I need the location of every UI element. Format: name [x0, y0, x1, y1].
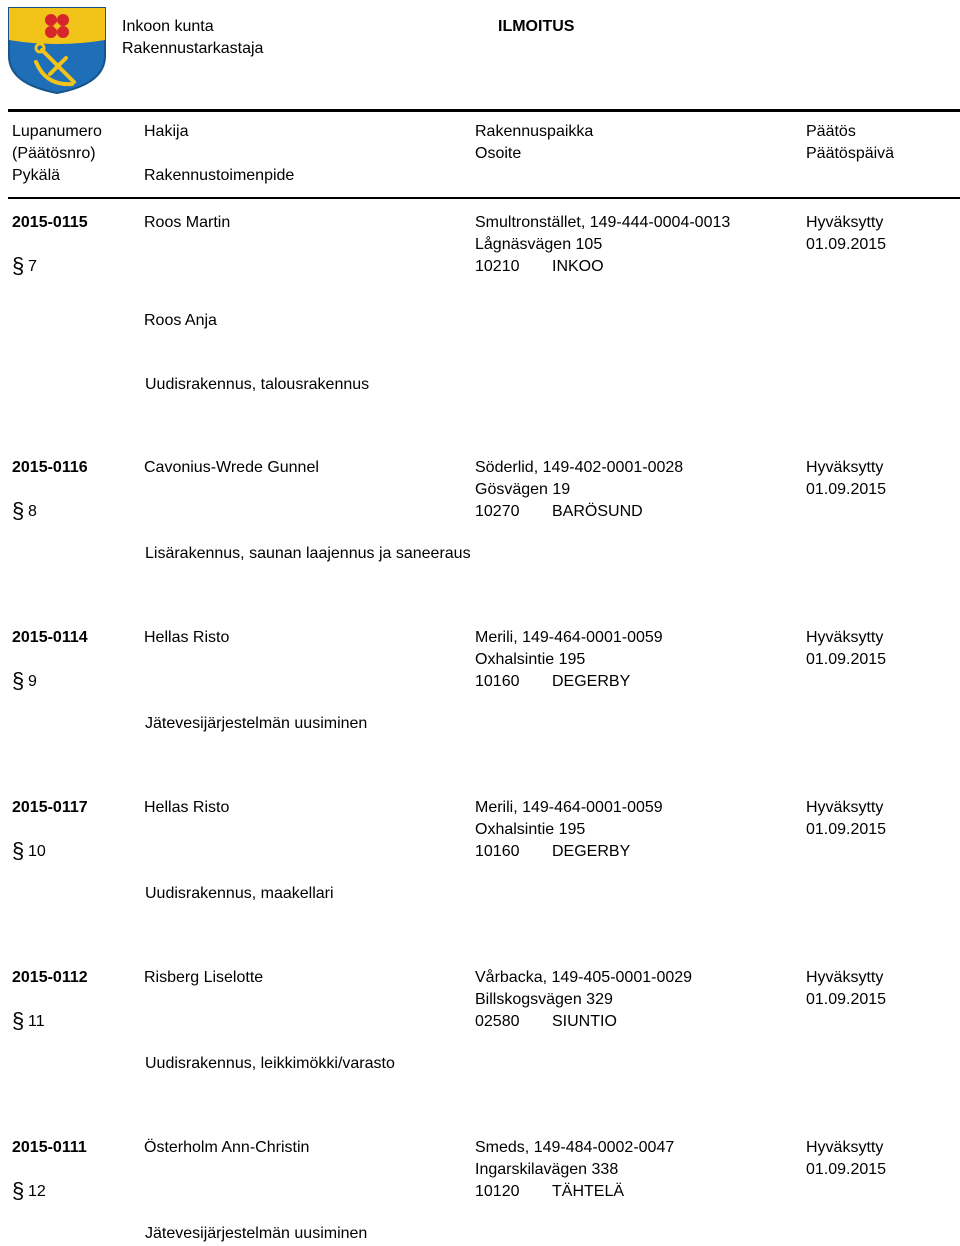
decision-date: 01.09.2015: [806, 481, 887, 498]
header-divider-top: [8, 109, 960, 112]
street-address: Oxhalsintie 195: [475, 821, 586, 838]
co-applicant-name: Roos Anja: [144, 312, 217, 329]
city: DEGERBY: [552, 843, 631, 860]
applicant-name: Österholm Ann-Christin: [144, 1139, 310, 1156]
decision-status: Hyväksytty: [806, 1139, 884, 1156]
column-header-section: Pykälä: [12, 167, 61, 184]
applicant-name: Cavonius-Wrede Gunnel: [144, 459, 319, 476]
section-number: 9: [28, 673, 37, 690]
paragraph-sign: §: [12, 838, 25, 863]
building-site: Smultronstället, 149-444-0004-0013: [475, 214, 731, 231]
building-site: Merili, 149-464-0001-0059: [475, 799, 663, 816]
paragraph-sign: §: [12, 1008, 25, 1033]
permit-number: 2015-0116: [12, 459, 88, 476]
street-address: Ingarskilavägen 338: [475, 1161, 619, 1178]
building-site: Smeds, 149-484-0002-0047: [475, 1139, 675, 1156]
section-number: 10: [28, 843, 46, 860]
applicant-name: Roos Martin: [144, 214, 231, 231]
decision-date: 01.09.2015: [806, 236, 887, 253]
street-address: Lågnäsvägen 105: [475, 236, 603, 253]
building-action: Jätevesijärjestelmän uusiminen: [145, 715, 368, 732]
applicant-name: Hellas Risto: [144, 799, 230, 816]
decision-status: Hyväksytty: [806, 629, 884, 646]
building-action: Jätevesijärjestelmän uusiminen: [145, 1225, 368, 1242]
decision-date: 01.09.2015: [806, 821, 887, 838]
document-title: ILMOITUS: [498, 18, 575, 35]
postal-code: 10270: [475, 503, 520, 520]
header-divider-bottom: [8, 197, 960, 199]
section-number: 8: [28, 503, 37, 520]
permit-number: 2015-0112: [12, 969, 88, 986]
section-number: 12: [28, 1183, 46, 1200]
decision-status: Hyväksytty: [806, 799, 884, 816]
column-header-applicant: Hakija: [144, 123, 189, 140]
column-header-building-site: Rakennuspaikka: [475, 123, 594, 140]
street-address: Billskogsvägen 329: [475, 991, 613, 1008]
building-action: Uudisrakennus, leikkimökki/varasto: [145, 1055, 395, 1072]
coat-of-arms-logo: [6, 4, 108, 94]
organization-office: Rakennustarkastaja: [122, 40, 264, 57]
postal-code: 10210: [475, 258, 520, 275]
building-site: Vårbacka, 149-405-0001-0029: [475, 969, 693, 986]
applicant-name: Hellas Risto: [144, 629, 230, 646]
postal-code: 10120: [475, 1183, 520, 1200]
column-header-address: Osoite: [475, 145, 522, 162]
paragraph-sign: §: [12, 668, 25, 693]
decision-date: 01.09.2015: [806, 991, 887, 1008]
city: TÄHTELÄ: [552, 1183, 625, 1200]
decision-date: 01.09.2015: [806, 651, 887, 668]
building-site: Söderlid, 149-402-0001-0028: [475, 459, 684, 476]
postal-code: 02580: [475, 1013, 520, 1030]
paragraph-sign: §: [12, 1178, 25, 1203]
street-address: Oxhalsintie 195: [475, 651, 586, 668]
applicant-name: Risberg Liselotte: [144, 969, 264, 986]
city: DEGERBY: [552, 673, 631, 690]
column-header-building-action: Rakennustoimenpide: [144, 167, 295, 184]
decision-status: Hyväksytty: [806, 459, 884, 476]
postal-code: 10160: [475, 843, 520, 860]
column-header-decision-number: (Päätösnro): [12, 145, 96, 162]
decision-status: Hyväksytty: [806, 214, 884, 231]
postal-code: 10160: [475, 673, 520, 690]
permit-number: 2015-0111: [12, 1139, 87, 1156]
organization-name: Inkoon kunta: [122, 18, 214, 35]
paragraph-sign: §: [12, 253, 25, 278]
building-action: Lisärakennus, saunan laajennus ja saneeraus: [145, 545, 471, 562]
decision-date: 01.09.2015: [806, 1161, 887, 1178]
permit-number: 2015-0117: [12, 799, 88, 816]
city: INKOO: [552, 258, 604, 275]
building-action: Uudisrakennus, maakellari: [145, 885, 334, 902]
column-header-permit: Lupanumero: [12, 123, 102, 140]
column-header-decision-date: Päätöspäivä: [806, 145, 895, 162]
section-number: 7: [28, 258, 37, 275]
permit-number: 2015-0114: [12, 629, 88, 646]
decision-status: Hyväksytty: [806, 969, 884, 986]
city: SIUNTIO: [552, 1013, 617, 1030]
street-address: Gösvägen 19: [475, 481, 571, 498]
building-action: Uudisrakennus, talousrakennus: [145, 376, 370, 393]
section-number: 11: [28, 1013, 45, 1030]
city: BARÖSUND: [552, 503, 643, 520]
paragraph-sign: §: [12, 498, 25, 523]
building-site: Merili, 149-464-0001-0059: [475, 629, 663, 646]
permit-number: 2015-0115: [12, 214, 88, 231]
column-header-decision: Päätös: [806, 123, 856, 140]
